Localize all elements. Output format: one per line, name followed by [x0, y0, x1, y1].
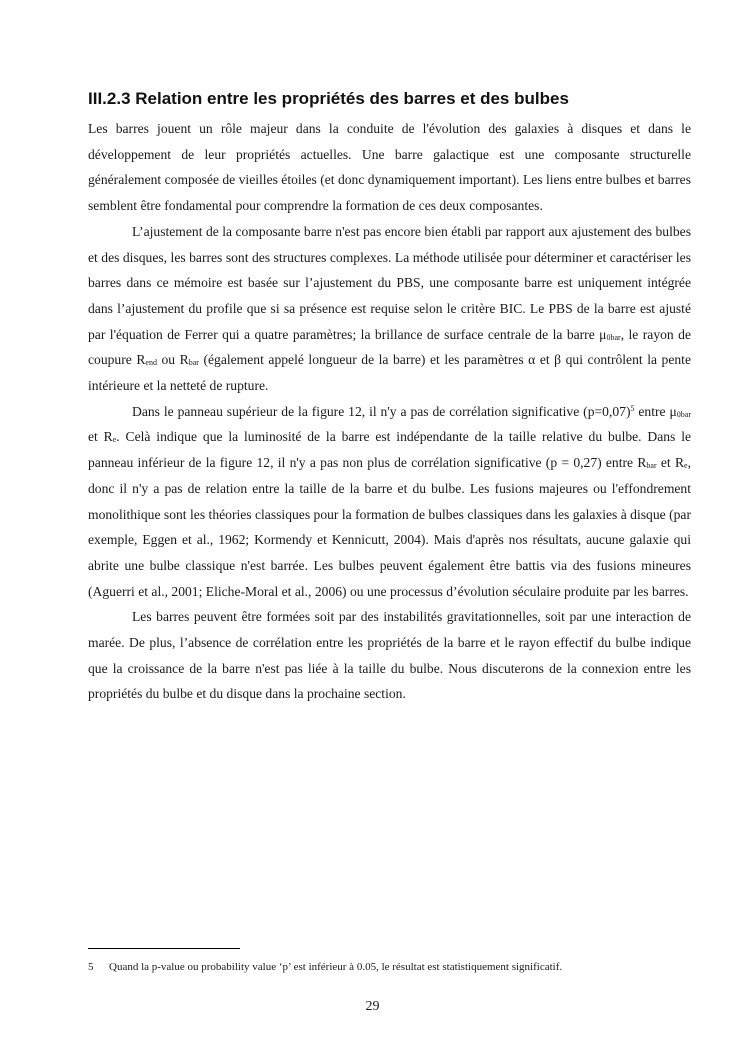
footnote-text: Quand la p-value ou probability value ‘p’ est inférieur à 0.05, le résultat est statistiquement significatif.	[109, 961, 563, 973]
footnote-number: 5	[88, 961, 94, 973]
footnote	[88, 960, 698, 974]
paragraph-1: Les barres jouent un rôle majeur dans la conduite de l'évolution des galaxies à disques et dans le développement de leur propriétés actuelles. Une barre galactique est une composante structurelle généralement composée de vieilles étoiles (et donc dynamiquement important). Les liens entre bulbes et barres semblent être fondamental pour comprendre la formation de ces deux composantes.	[88, 121, 691, 214]
paragraph-2: L’ajustement de la composante barre n'est pas encore bien établi par rapport aux ajustement des bulbes et des disques, les barres sont des structures complexes. La méthode utilisée pour déterminer et caractériser les barres dans ce mémoire est basée sur l’ajustement du PBS, une composante barre est uniquement intégrée dans l’ajustement du profile que si sa présence est requise selon le critère BIC. Le PBS de la barre est ajusté par l'équation de Ferrer qui a quatre paramètres; la brillance de surface centrale de la barre $\mu_{0bar}$, le rayon de coupure $R_{end}$ ou $R_{bar}$ (également appelé longueur de la barre) et les paramètres α et β qui contrôlent la pente intérieure et la netteté de rupture.	[88, 223, 691, 394]
section-heading: III.2.3 Relation entre les propriétés des barres et des bulbes	[88, 89, 569, 108]
paragraph-3: Dans le panneau supérieur de la figure 12, il n'y a pas de corrélation significative (p=0,07)$^5$ entre $\mu_{0bar}$ et $R_e$. Celà indique que la luminosité de la barre est indépendante de la taille relative du bulbe. Dans le panneau inférieur de la figure 12, il n'y a pas non plus de corrélation significative (p = 0,27) entre $R_{bar}$ et $R_e$, donc il n'y a pas de relation entre la taille de la barre et du bulbe. Les fusions majeures ou l'effondrement monolithique sont les théories classiques pour la formation de bulbes classiques dans les galaxies à disque (par exemple, Eggen et al., 1962; Kormendy et Kennicutt, 2004). Mais d'après nos résultats, aucune galaxie qui abrite une bulbe classique n'est barrée. Les bulbes peuvent également être battis via des fusions mineures (Aguerri et al., 2001; Eliche-Moral et al., 2006) ou une processus d’évolution séculaire produite par les barres.	[88, 403, 692, 599]
body-text	[88, 116, 691, 707]
footnote-separator	[88, 948, 240, 949]
paragraph-4: Les barres peuvent être formées soit par des instabilités gravitationnelles, soit par une interaction de marée. De plus, l’absence de corrélation entre les propriétés de la barre et le rayon effectif du bulbe indique que la croissance de la barre n'est pas liée à la taille du bulbe. Nous discuterons de la connexion entre les propriétés du bulbe et du disque dans la prochaine section.	[88, 609, 691, 702]
page-number: 29	[365, 999, 380, 1014]
footnote-reference[interactable]: 5	[630, 403, 635, 413]
